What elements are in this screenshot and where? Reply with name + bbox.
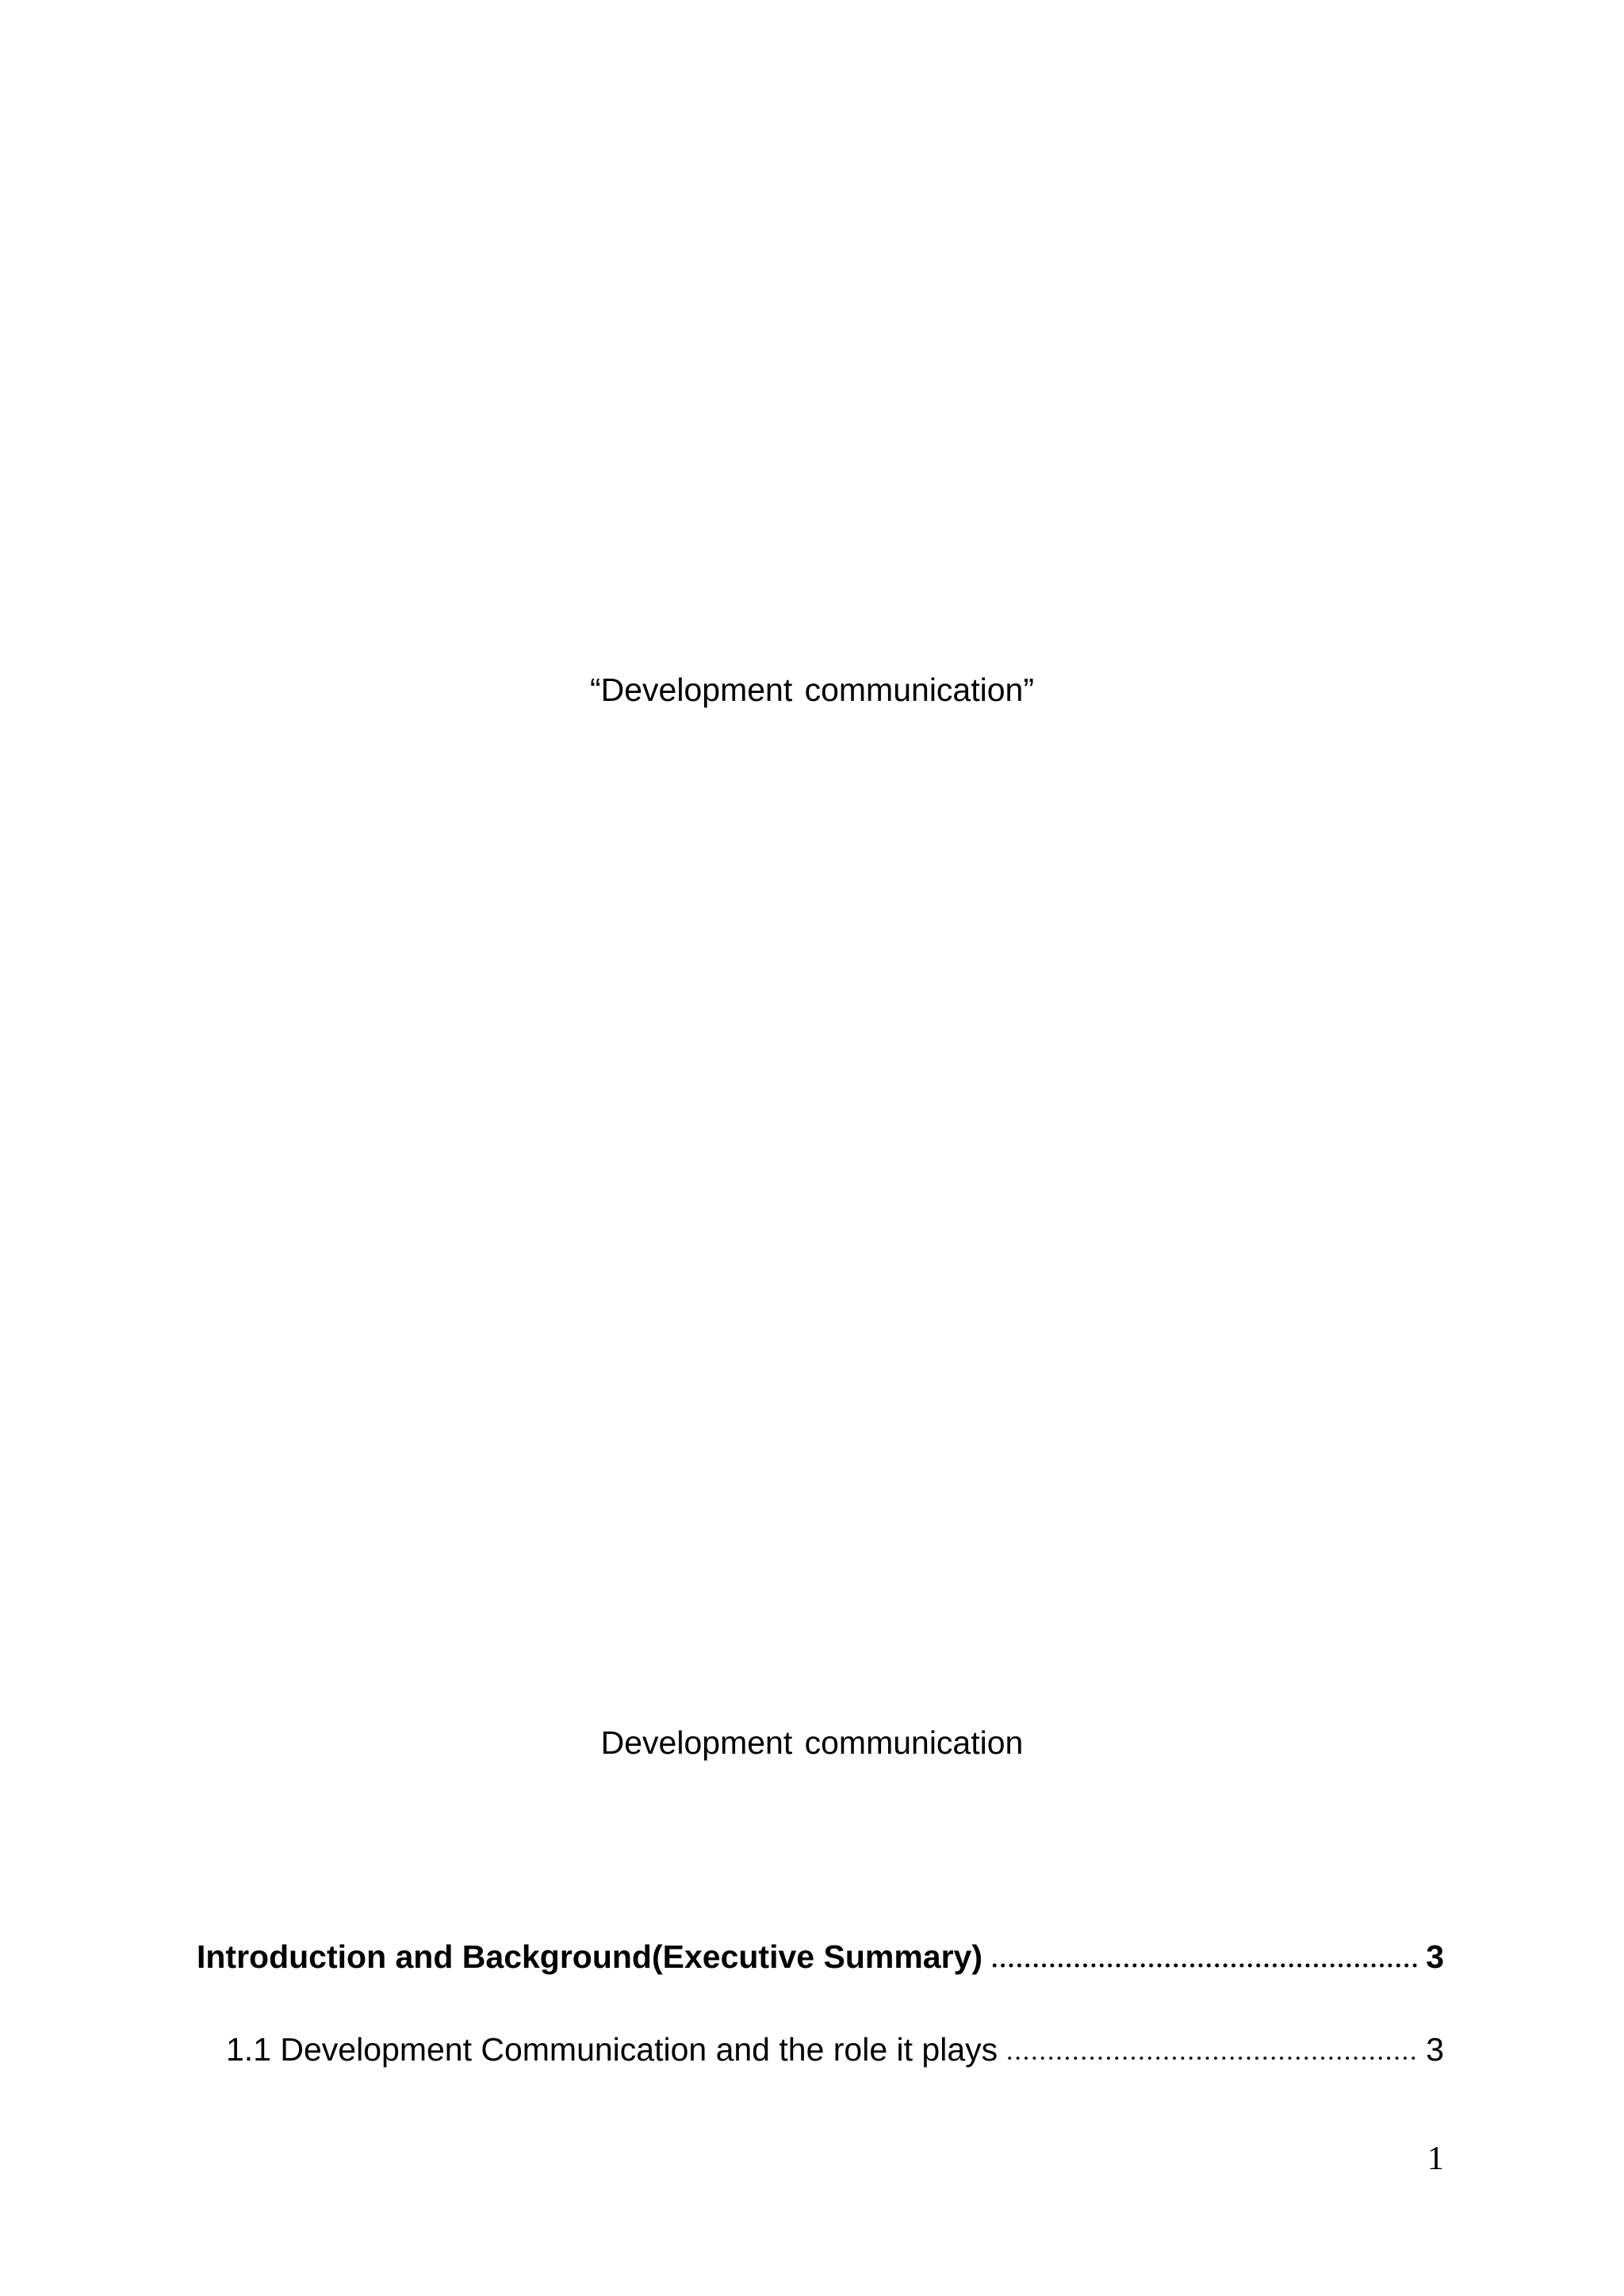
toc-entry-page-number: 3 [1426,2031,1444,2068]
toc-entry-introduction [197,1938,1444,1976]
toc-entry-label: 1.1 Development Communication and the role it plays [226,2031,998,2068]
page-number: 1 [1427,2141,1444,2177]
document-subtitle: Development communication [600,1724,1024,1761]
toc-entry-development-communication [226,2030,1444,2068]
toc-dot-leader [990,1963,1419,1968]
toc-entry-label: Introduction and Background(Executive Summary) [197,1938,982,1975]
toc-dot-leader [1005,2056,1419,2061]
cover-title: “Development communication” [589,672,1034,708]
toc-entry-page-number: 3 [1426,1938,1444,1975]
